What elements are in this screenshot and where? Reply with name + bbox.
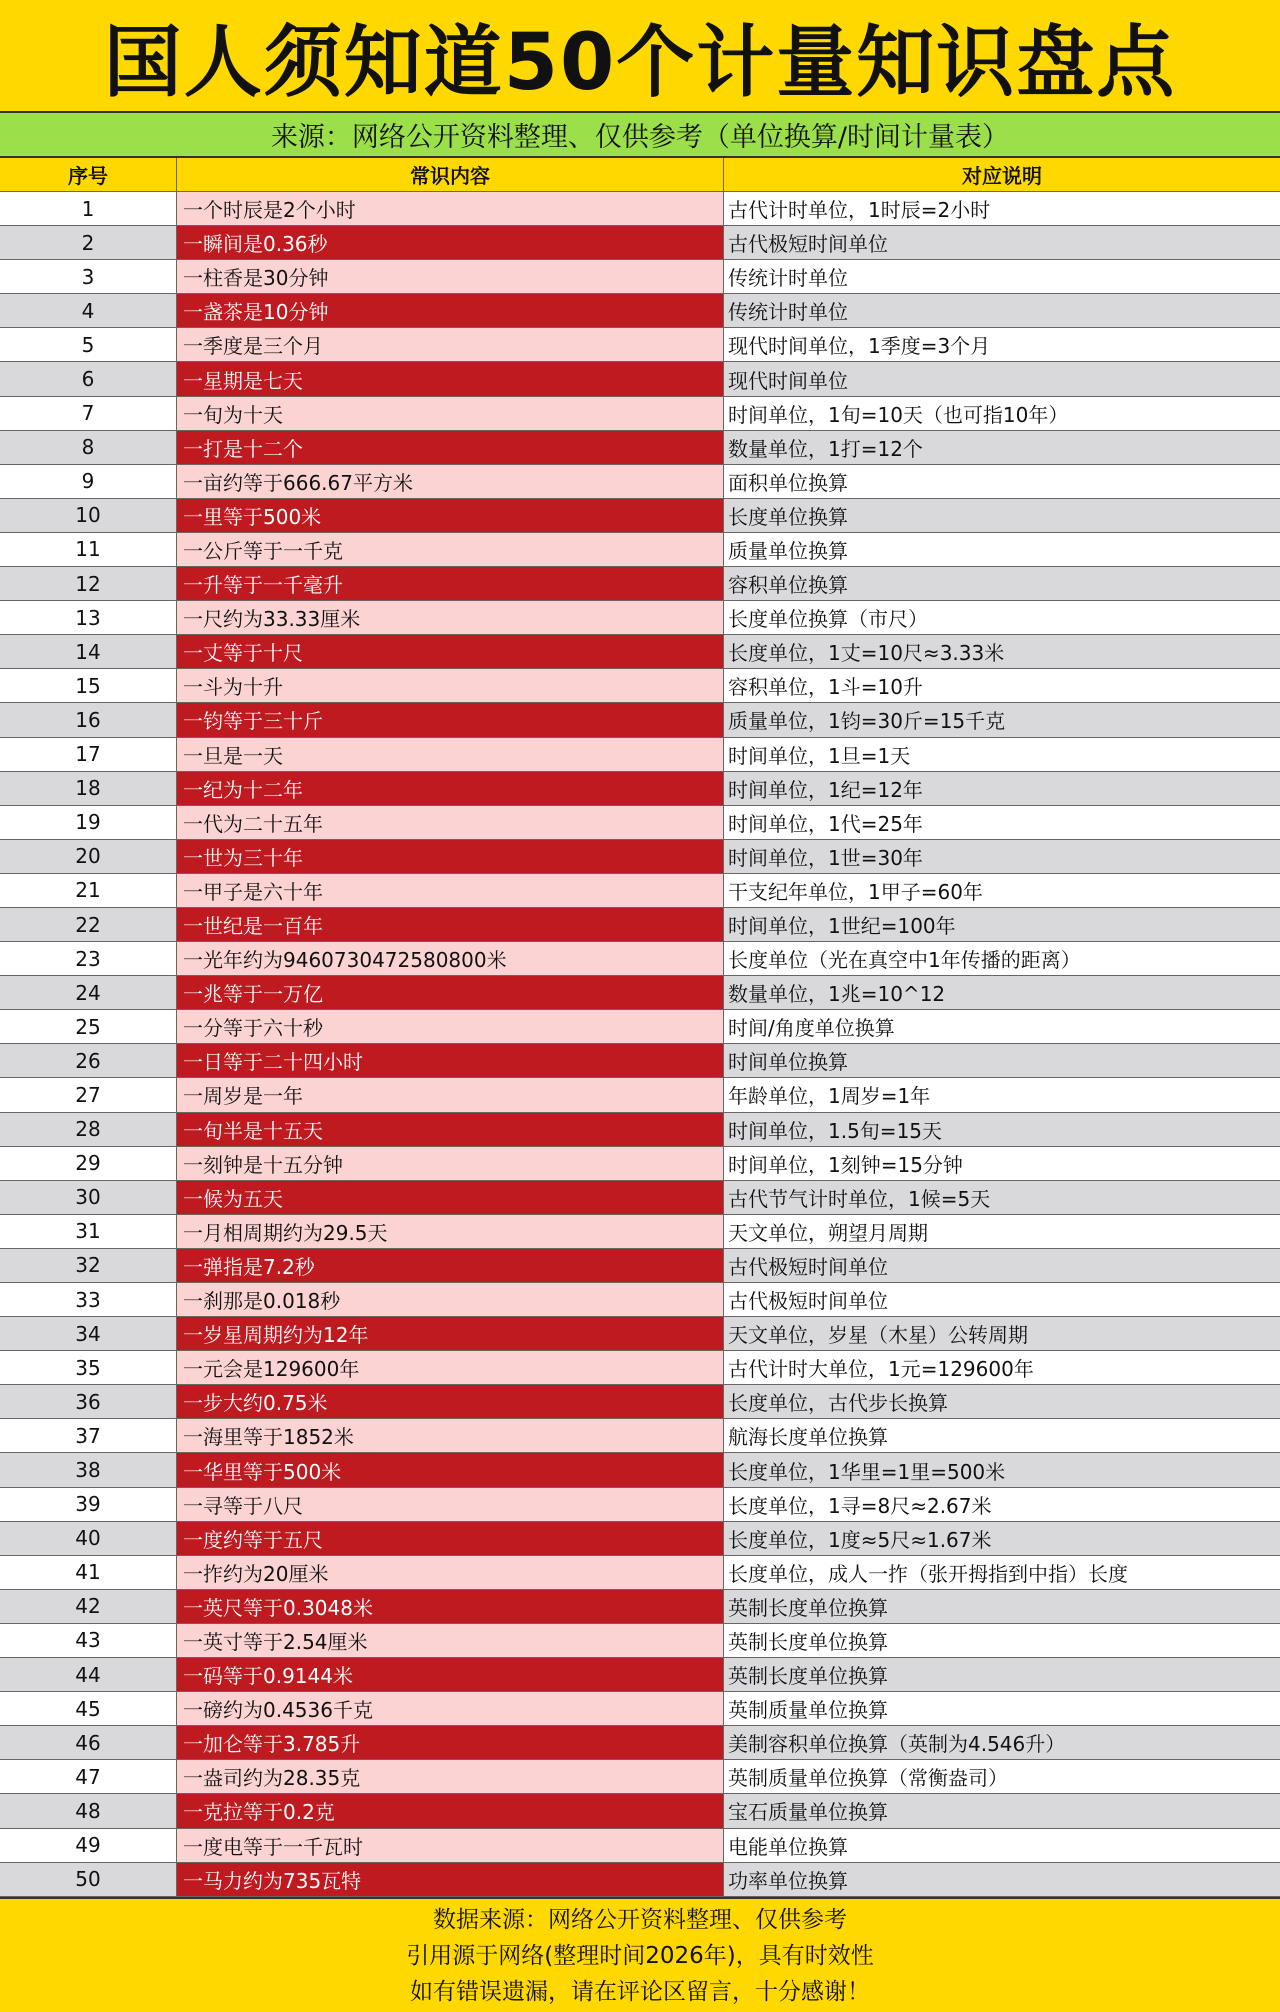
row-index: 16 bbox=[0, 703, 177, 736]
table-row bbox=[0, 806, 1280, 840]
row-description: 古代极短时间单位 bbox=[724, 226, 1280, 259]
row-description: 面积单位换算 bbox=[724, 465, 1280, 498]
table-row bbox=[0, 533, 1280, 567]
row-index: 21 bbox=[0, 874, 177, 907]
header-content: 常识内容 bbox=[177, 158, 724, 191]
row-description: 长度单位，1丈=10尺≈3.33米 bbox=[724, 635, 1280, 668]
row-content: 一候为五天 bbox=[177, 1181, 724, 1214]
row-content: 一岁星周期约为12年 bbox=[177, 1317, 724, 1350]
row-description: 长度单位，1度≈5尺≈1.67米 bbox=[724, 1522, 1280, 1555]
row-description: 时间单位，1纪=12年 bbox=[724, 772, 1280, 805]
row-content: 一刹那是0.018秒 bbox=[177, 1283, 724, 1316]
row-content: 一周岁是一年 bbox=[177, 1078, 724, 1111]
row-content: 一柱香是30分钟 bbox=[177, 260, 724, 293]
table-row bbox=[0, 1385, 1280, 1419]
table-row bbox=[0, 294, 1280, 328]
row-description: 英制质量单位换算（常衡盎司） bbox=[724, 1760, 1280, 1793]
row-description: 长度单位换算 bbox=[724, 499, 1280, 532]
row-description: 数量单位，1兆=10^12 bbox=[724, 976, 1280, 1009]
header-description: 对应说明 bbox=[962, 164, 1042, 188]
table-row bbox=[0, 1488, 1280, 1522]
table-header bbox=[0, 158, 1280, 192]
footer-line: 引用源于网络(整理时间2026年)，具有时效性 bbox=[406, 1942, 874, 1969]
row-index: 45 bbox=[0, 1692, 177, 1725]
row-content: 一英寸等于2.54厘米 bbox=[177, 1624, 724, 1657]
row-description: 长度单位换算（市尺） bbox=[724, 601, 1280, 634]
table-row bbox=[0, 1249, 1280, 1283]
table-row bbox=[0, 1215, 1280, 1249]
row-description: 长度单位，1寻=8尺≈2.67米 bbox=[724, 1488, 1280, 1521]
footer-line: 数据来源：网络公开资料整理、仅供参考 bbox=[433, 1906, 847, 1933]
row-content: 一里等于500米 bbox=[177, 499, 724, 532]
table-row bbox=[0, 601, 1280, 635]
table-row bbox=[0, 1863, 1280, 1897]
table-row bbox=[0, 976, 1280, 1010]
table-row bbox=[0, 1726, 1280, 1760]
table-row bbox=[0, 1453, 1280, 1487]
table-row bbox=[0, 772, 1280, 806]
table-row bbox=[0, 397, 1280, 431]
row-index: 29 bbox=[0, 1147, 177, 1180]
row-index: 10 bbox=[0, 499, 177, 532]
row-index: 12 bbox=[0, 567, 177, 600]
row-content: 一钧等于三十斤 bbox=[177, 703, 724, 736]
table-body bbox=[0, 192, 1280, 1897]
row-content: 一盏茶是10分钟 bbox=[177, 294, 724, 327]
row-content: 一刻钟是十五分钟 bbox=[177, 1147, 724, 1180]
table-row bbox=[0, 1692, 1280, 1726]
row-content: 一瞬间是0.36秒 bbox=[177, 226, 724, 259]
row-description: 长度单位，古代步长换算 bbox=[724, 1385, 1280, 1418]
row-description: 天文单位，朔望月周期 bbox=[724, 1215, 1280, 1248]
row-index: 25 bbox=[0, 1010, 177, 1043]
row-content: 一弹指是7.2秒 bbox=[177, 1249, 724, 1282]
table-row bbox=[0, 1760, 1280, 1794]
row-description: 长度单位，成人一拃（张开拇指到中指）长度 bbox=[724, 1556, 1280, 1589]
row-index: 46 bbox=[0, 1726, 177, 1759]
row-index: 18 bbox=[0, 772, 177, 805]
row-description: 长度单位（光在真空中1年传播的距离） bbox=[724, 942, 1280, 975]
row-index: 24 bbox=[0, 976, 177, 1009]
row-description: 时间单位，1代=25年 bbox=[724, 806, 1280, 839]
row-index: 2 bbox=[0, 226, 177, 259]
row-index: 26 bbox=[0, 1044, 177, 1077]
row-description: 干支纪年单位，1甲子=60年 bbox=[724, 874, 1280, 907]
row-content: 一日等于二十四小时 bbox=[177, 1044, 724, 1077]
row-content: 一寻等于八尺 bbox=[177, 1488, 724, 1521]
table-row bbox=[0, 635, 1280, 669]
row-index: 37 bbox=[0, 1419, 177, 1452]
row-description: 英制长度单位换算 bbox=[724, 1658, 1280, 1691]
row-index: 38 bbox=[0, 1453, 177, 1486]
row-description: 古代极短时间单位 bbox=[724, 1283, 1280, 1316]
row-index: 28 bbox=[0, 1113, 177, 1146]
table-row bbox=[0, 1181, 1280, 1215]
table-row bbox=[0, 1351, 1280, 1385]
row-description: 数量单位，1打=12个 bbox=[724, 431, 1280, 464]
table-row bbox=[0, 1658, 1280, 1692]
row-content: 一磅约为0.4536千克 bbox=[177, 1692, 724, 1725]
row-index: 31 bbox=[0, 1215, 177, 1248]
table-row bbox=[0, 1010, 1280, 1044]
table-row bbox=[0, 260, 1280, 294]
header-index: 序号 bbox=[0, 158, 177, 191]
row-index: 6 bbox=[0, 362, 177, 395]
row-description: 质量单位，1钧=30斤=15千克 bbox=[724, 703, 1280, 736]
row-content: 一度电等于一千瓦时 bbox=[177, 1829, 724, 1862]
row-index: 40 bbox=[0, 1522, 177, 1555]
row-index: 8 bbox=[0, 431, 177, 464]
table-row bbox=[0, 908, 1280, 942]
row-description: 时间单位，1旬=10天（也可指10年） bbox=[724, 397, 1280, 430]
row-description: 英制长度单位换算 bbox=[724, 1590, 1280, 1623]
footer-line: 如有错误遗漏，请在评论区留言，十分感谢！ bbox=[410, 1978, 870, 2005]
row-content: 一斗为十升 bbox=[177, 669, 724, 702]
table-row bbox=[0, 1113, 1280, 1147]
row-description: 长度单位，1华里=1里=500米 bbox=[724, 1453, 1280, 1486]
subtitle: 来源：网络公开资料整理、仅供参考（单位换算/时间计量表） bbox=[0, 113, 1280, 158]
row-content: 一旬为十天 bbox=[177, 397, 724, 430]
row-description: 古代极短时间单位 bbox=[724, 1249, 1280, 1282]
row-index: 47 bbox=[0, 1760, 177, 1793]
row-index: 15 bbox=[0, 669, 177, 702]
row-content: 一步大约0.75米 bbox=[177, 1385, 724, 1418]
row-content: 一季度是三个月 bbox=[177, 328, 724, 361]
table-row bbox=[0, 1419, 1280, 1453]
row-description: 电能单位换算 bbox=[724, 1829, 1280, 1862]
row-content: 一加仑等于3.785升 bbox=[177, 1726, 724, 1759]
row-index: 3 bbox=[0, 260, 177, 293]
row-content: 一拃约为20厘米 bbox=[177, 1556, 724, 1589]
row-content: 一华里等于500米 bbox=[177, 1453, 724, 1486]
row-index: 30 bbox=[0, 1181, 177, 1214]
table-row bbox=[0, 1317, 1280, 1351]
row-content: 一盎司约为28.35克 bbox=[177, 1760, 724, 1793]
row-content: 一马力约为735瓦特 bbox=[177, 1863, 724, 1896]
table-row bbox=[0, 1078, 1280, 1112]
row-index: 42 bbox=[0, 1590, 177, 1623]
row-description: 古代节气计时单位，1候=5天 bbox=[724, 1181, 1280, 1214]
row-index: 36 bbox=[0, 1385, 177, 1418]
table-row bbox=[0, 362, 1280, 396]
row-index: 23 bbox=[0, 942, 177, 975]
row-content: 一丈等于十尺 bbox=[177, 635, 724, 668]
row-content: 一世纪是一百年 bbox=[177, 908, 724, 941]
table-row bbox=[0, 1147, 1280, 1181]
row-content: 一旬半是十五天 bbox=[177, 1113, 724, 1146]
row-description: 传统计时单位 bbox=[724, 294, 1280, 327]
table-row bbox=[0, 328, 1280, 362]
row-description: 时间单位，1旦=1天 bbox=[724, 738, 1280, 771]
table-row bbox=[0, 1522, 1280, 1556]
row-index: 11 bbox=[0, 533, 177, 566]
row-index: 20 bbox=[0, 840, 177, 873]
row-index: 7 bbox=[0, 397, 177, 430]
row-description: 容积单位，1斗=10升 bbox=[724, 669, 1280, 702]
row-description: 时间单位，1刻钟=15分钟 bbox=[724, 1147, 1280, 1180]
table-row bbox=[0, 192, 1280, 226]
row-content: 一代为二十五年 bbox=[177, 806, 724, 839]
row-index: 44 bbox=[0, 1658, 177, 1691]
footer bbox=[0, 1897, 1280, 2012]
row-description: 航海长度单位换算 bbox=[724, 1419, 1280, 1452]
row-content: 一纪为十二年 bbox=[177, 772, 724, 805]
row-description: 时间单位，1世纪=100年 bbox=[724, 908, 1280, 941]
row-content: 一英尺等于0.3048米 bbox=[177, 1590, 724, 1623]
row-index: 48 bbox=[0, 1794, 177, 1827]
row-index: 43 bbox=[0, 1624, 177, 1657]
row-index: 17 bbox=[0, 738, 177, 771]
table-row bbox=[0, 1283, 1280, 1317]
row-description: 质量单位换算 bbox=[724, 533, 1280, 566]
row-content: 一甲子是六十年 bbox=[177, 874, 724, 907]
row-index: 49 bbox=[0, 1829, 177, 1862]
row-content: 一星期是七天 bbox=[177, 362, 724, 395]
row-description: 现代时间单位 bbox=[724, 362, 1280, 395]
row-content: 一亩约等于666.67平方米 bbox=[177, 465, 724, 498]
row-description: 古代计时大单位，1元=129600年 bbox=[724, 1351, 1280, 1384]
row-index: 14 bbox=[0, 635, 177, 668]
row-content: 一元会是129600年 bbox=[177, 1351, 724, 1384]
table-row bbox=[0, 1556, 1280, 1590]
row-description: 天文单位，岁星（木星）公转周期 bbox=[724, 1317, 1280, 1350]
table-row bbox=[0, 499, 1280, 533]
row-content: 一月相周期约为29.5天 bbox=[177, 1215, 724, 1248]
row-description: 时间/角度单位换算 bbox=[724, 1010, 1280, 1043]
row-content: 一打是十二个 bbox=[177, 431, 724, 464]
table-row bbox=[0, 1044, 1280, 1078]
row-index: 41 bbox=[0, 1556, 177, 1589]
table-row bbox=[0, 1624, 1280, 1658]
table-row bbox=[0, 431, 1280, 465]
row-index: 5 bbox=[0, 328, 177, 361]
row-index: 19 bbox=[0, 806, 177, 839]
row-description: 容积单位换算 bbox=[724, 567, 1280, 600]
row-description: 宝石质量单位换算 bbox=[724, 1794, 1280, 1827]
row-index: 35 bbox=[0, 1351, 177, 1384]
row-index: 32 bbox=[0, 1249, 177, 1282]
table-row bbox=[0, 465, 1280, 499]
table-row bbox=[0, 1829, 1280, 1863]
row-description: 时间单位，1.5旬=15天 bbox=[724, 1113, 1280, 1146]
table-row bbox=[0, 669, 1280, 703]
row-index: 39 bbox=[0, 1488, 177, 1521]
row-index: 33 bbox=[0, 1283, 177, 1316]
row-content: 一兆等于一万亿 bbox=[177, 976, 724, 1009]
row-content: 一公斤等于一千克 bbox=[177, 533, 724, 566]
row-index: 34 bbox=[0, 1317, 177, 1350]
row-content: 一克拉等于0.2克 bbox=[177, 1794, 724, 1827]
row-description: 古代计时单位，1时辰=2小时 bbox=[724, 192, 1280, 225]
row-index: 4 bbox=[0, 294, 177, 327]
page-title: 国人须知道50个计量知识盘点 bbox=[0, 0, 1280, 113]
row-content: 一度约等于五尺 bbox=[177, 1522, 724, 1555]
table-row bbox=[0, 226, 1280, 260]
row-index: 1 bbox=[0, 192, 177, 225]
row-description: 时间单位换算 bbox=[724, 1044, 1280, 1077]
table-row bbox=[0, 840, 1280, 874]
table-row bbox=[0, 874, 1280, 908]
row-description: 传统计时单位 bbox=[724, 260, 1280, 293]
row-content: 一光年约为9460730472580800米 bbox=[177, 942, 724, 975]
row-index: 27 bbox=[0, 1078, 177, 1111]
row-description: 英制质量单位换算 bbox=[724, 1692, 1280, 1725]
row-index: 50 bbox=[0, 1863, 177, 1896]
row-description: 美制容积单位换算（英制为4.546升） bbox=[724, 1726, 1280, 1759]
row-content: 一码等于0.9144米 bbox=[177, 1658, 724, 1691]
table-row bbox=[0, 1590, 1280, 1624]
row-description: 功率单位换算 bbox=[724, 1863, 1280, 1896]
table-row bbox=[0, 703, 1280, 737]
table-row bbox=[0, 567, 1280, 601]
table-row bbox=[0, 942, 1280, 976]
table-row bbox=[0, 1794, 1280, 1828]
row-index: 22 bbox=[0, 908, 177, 941]
row-content: 一海里等于1852米 bbox=[177, 1419, 724, 1452]
row-content: 一个时辰是2个小时 bbox=[177, 192, 724, 225]
row-content: 一尺约为33.33厘米 bbox=[177, 601, 724, 634]
row-content: 一升等于一千毫升 bbox=[177, 567, 724, 600]
row-description: 英制长度单位换算 bbox=[724, 1624, 1280, 1657]
row-content: 一分等于六十秒 bbox=[177, 1010, 724, 1043]
row-index: 9 bbox=[0, 465, 177, 498]
row-description: 年龄单位，1周岁=1年 bbox=[724, 1078, 1280, 1111]
row-description: 时间单位，1世=30年 bbox=[724, 840, 1280, 873]
row-content: 一世为三十年 bbox=[177, 840, 724, 873]
row-index: 13 bbox=[0, 601, 177, 634]
row-description: 现代时间单位，1季度=3个月 bbox=[724, 328, 1280, 361]
row-content: 一旦是一天 bbox=[177, 738, 724, 771]
table-row bbox=[0, 738, 1280, 772]
